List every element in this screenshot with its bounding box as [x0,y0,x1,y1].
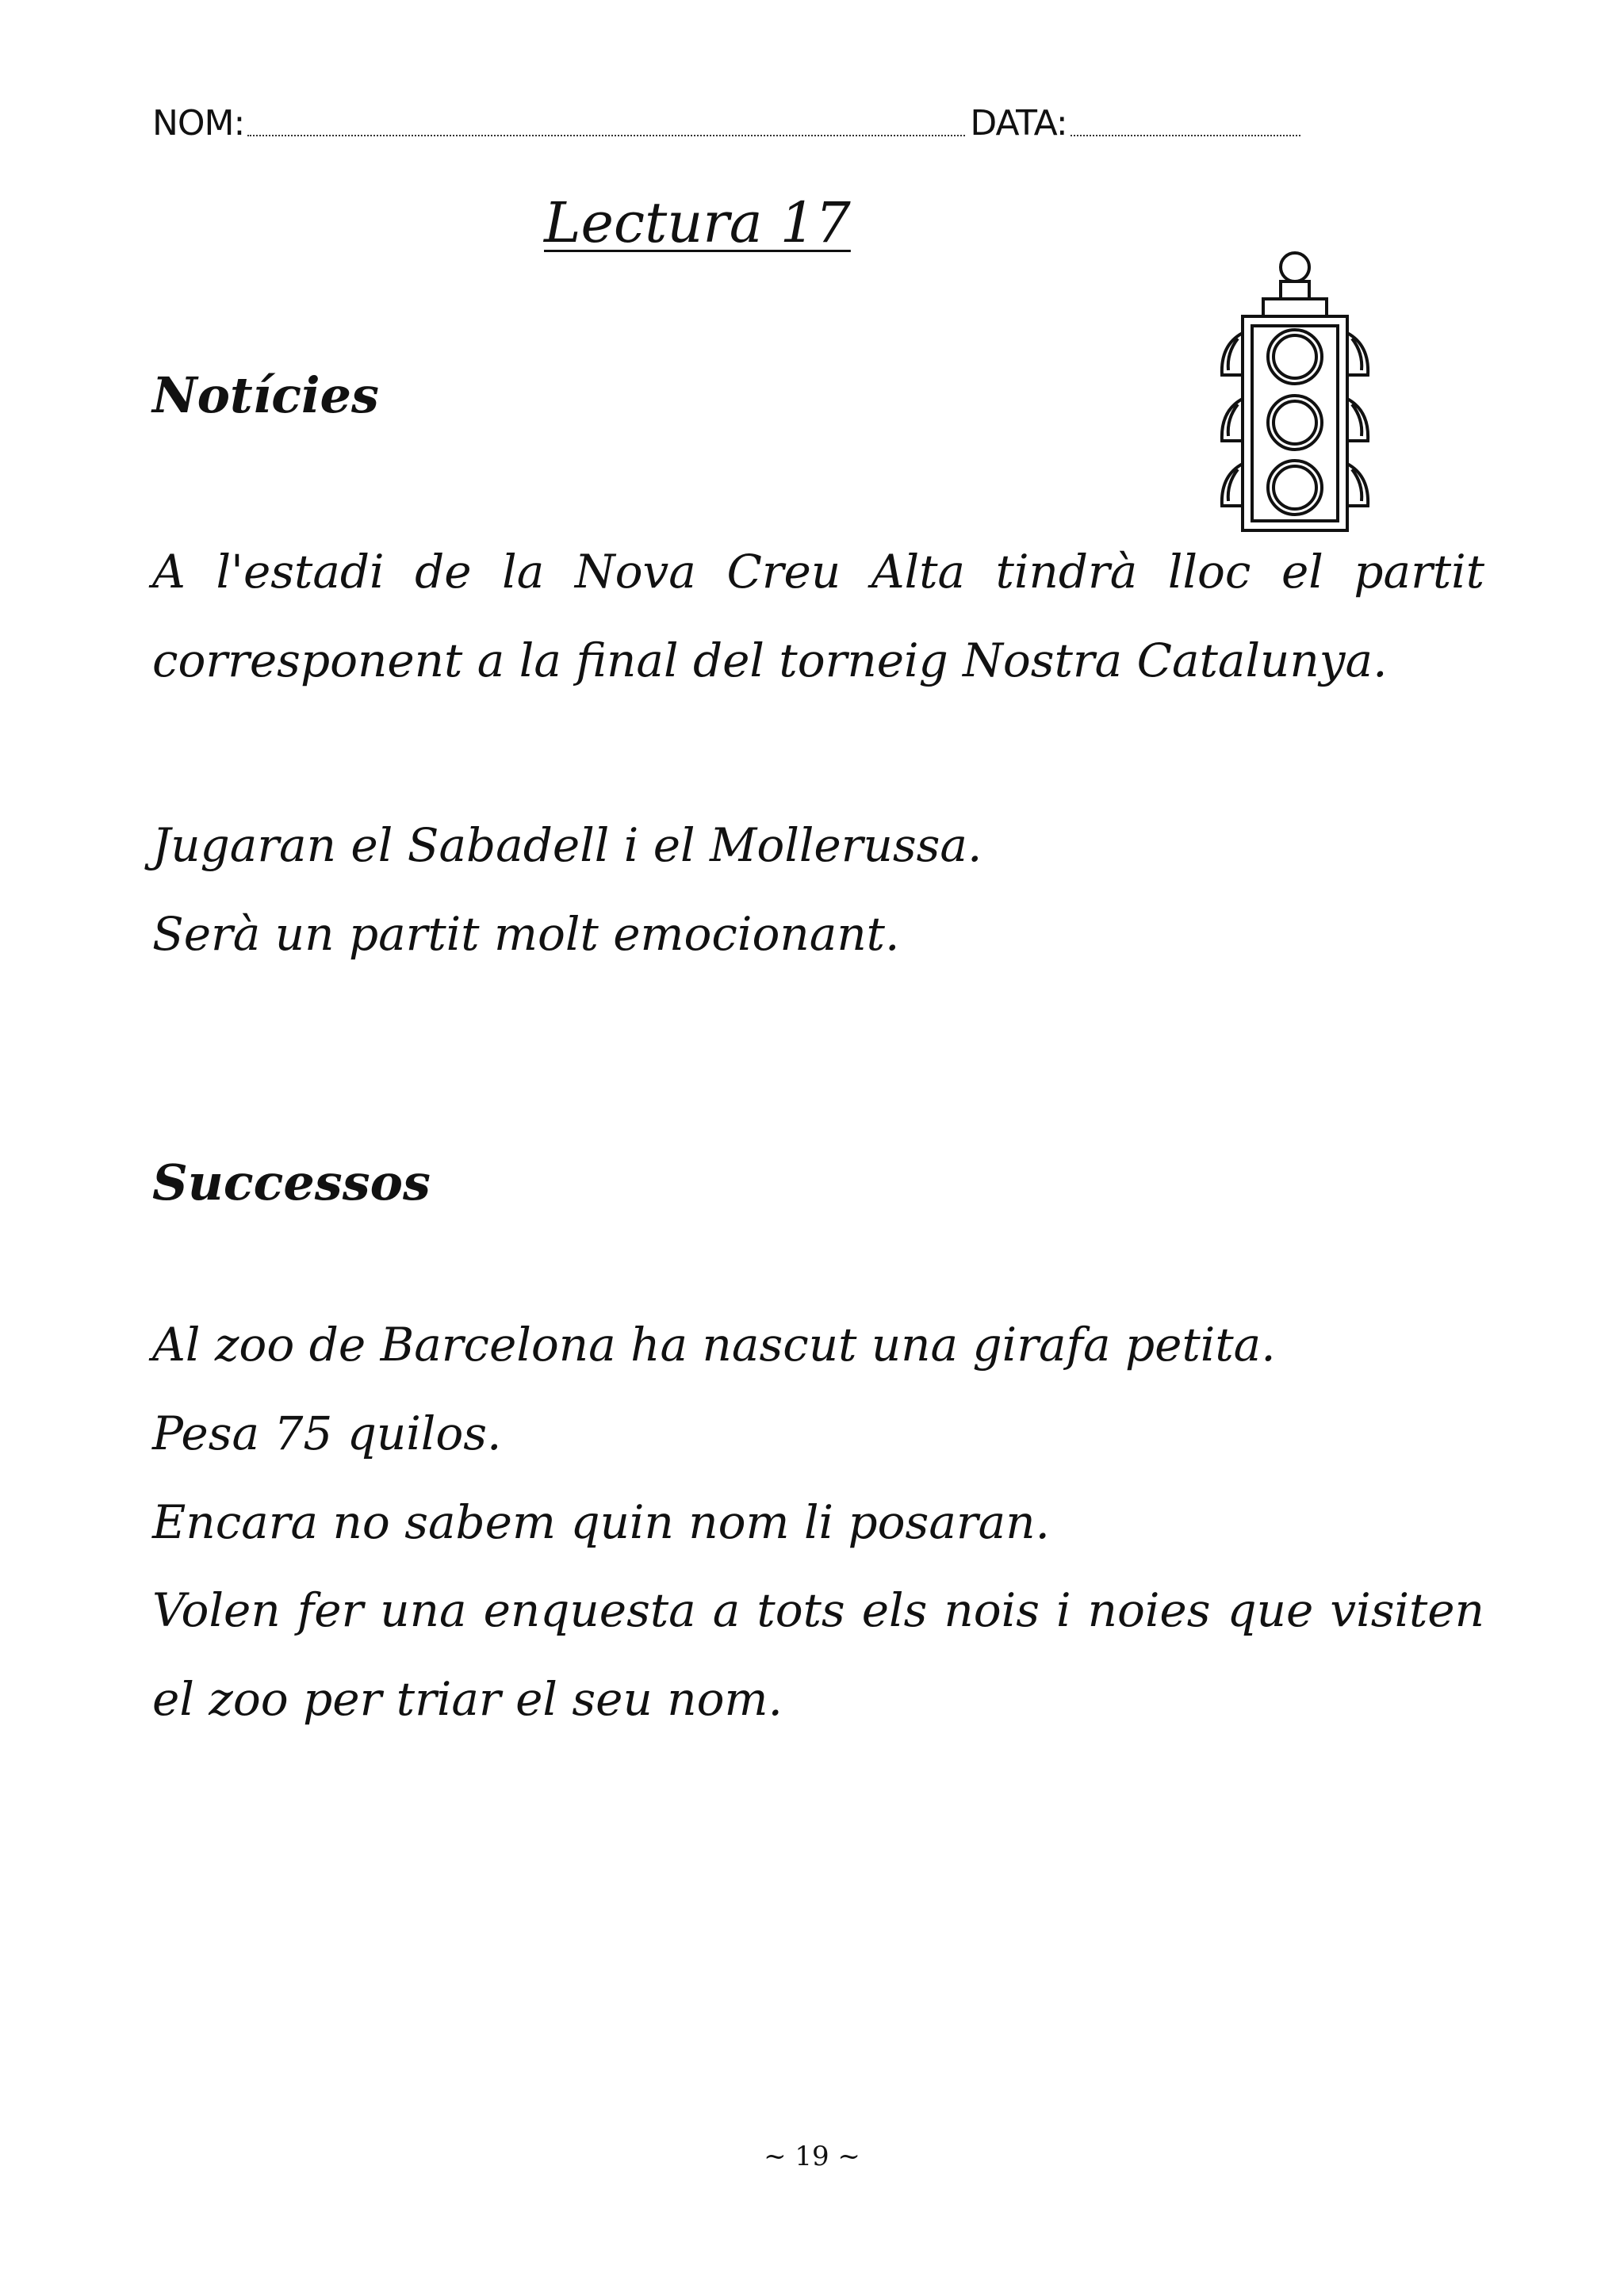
traffic-light-icon [1217,250,1372,535]
page-number: ~ 19 ~ [764,2141,860,2172]
paragraph-group-girafa [152,1300,1484,1567]
paragraph-estadi: A l'estadi de la Nova Creu Alta tindrà lloc el partit corresponent a la final del torneig Nostra Catalunya. [152,545,1484,687]
paragraph-nom: Encara no sabem quin nom li posaran. [152,1495,1050,1549]
name-label: NOM: [152,103,245,144]
paragraph-emocionant: Serà un partit molt emocionant. [152,907,900,961]
date-label: DATA: [970,103,1067,144]
paragraph-enquesta: Volen fer una enquesta a tots els nois i noies que visiten el zoo per triar el seu nom. [152,1583,1484,1726]
paragraph-zoo: Al zoo de Barcelona ha nascut una girafa petita. [152,1318,1276,1372]
page-title: Lectura 17 [544,190,851,255]
name-field-line[interactable] [247,135,965,136]
name-date-header [152,94,1326,144]
date-field-line[interactable] [1071,135,1300,136]
paragraph-pesa: Pesa 75 quilos. [152,1406,502,1460]
section-heading-noticies: Notícies [152,366,379,424]
paragraph-jugaran: Jugaran el Sabadell i el Mollerussa. [152,818,982,872]
paragraph-group-partit [152,801,1484,978]
section-heading-successos: Successos [152,1154,431,1211]
